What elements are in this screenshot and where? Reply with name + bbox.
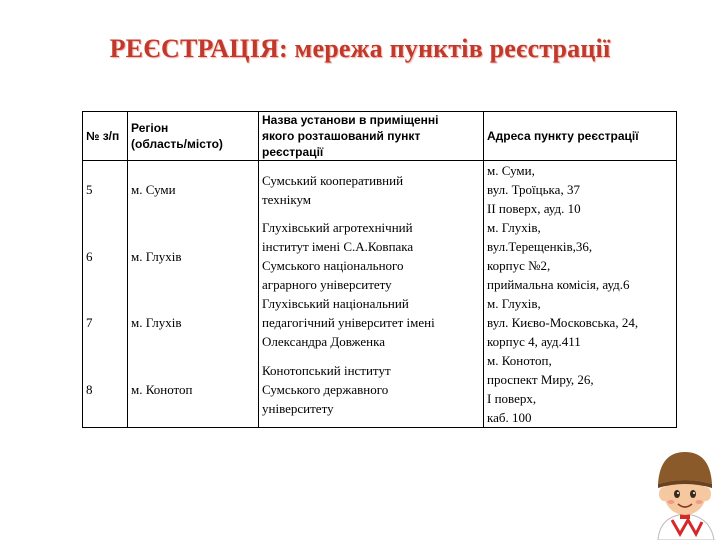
address-line: м. Конотоп, bbox=[487, 353, 552, 368]
header-address: Адреса пункту реєстрації bbox=[484, 112, 677, 161]
row-address bbox=[484, 161, 677, 219]
table-row bbox=[83, 161, 677, 219]
institution-line: аграрного університету bbox=[262, 277, 392, 292]
institution-line: університету bbox=[262, 400, 334, 416]
row-num: 7 bbox=[83, 294, 128, 351]
row-region: м. Суми bbox=[128, 161, 259, 219]
address-line: вул. Києво-Московська, 24, bbox=[487, 315, 639, 330]
institution-line: Глухівський агротехнічний bbox=[262, 220, 413, 235]
row-institution bbox=[259, 218, 484, 294]
row-num: 5 bbox=[83, 161, 128, 219]
row-num: 8 bbox=[83, 351, 128, 428]
header-institution bbox=[259, 112, 484, 161]
table-header-row bbox=[83, 112, 677, 161]
institution-line: інститут імені С.А.Ковпака bbox=[262, 239, 414, 254]
registration-table bbox=[82, 111, 677, 428]
header-institution-line: Назва установи в приміщенні bbox=[262, 113, 439, 127]
row-address bbox=[484, 294, 677, 351]
row-region: м. Глухів bbox=[128, 218, 259, 294]
header-institution-line: якого розташований пункт bbox=[262, 129, 421, 143]
table-row bbox=[83, 218, 677, 294]
header-region-line: (область/місто) bbox=[131, 137, 223, 151]
header-institution-line: реєстрації bbox=[262, 145, 324, 159]
header-region bbox=[128, 112, 259, 161]
institution-line: Глухівський національний bbox=[262, 296, 409, 311]
row-num: 6 bbox=[83, 218, 128, 294]
institution-line: Конотопський інститут bbox=[262, 362, 391, 378]
row-address bbox=[484, 351, 677, 428]
address-line: вул.Терещенків,36, bbox=[487, 239, 593, 254]
address-line: II поверх, ауд. 10 bbox=[487, 201, 581, 216]
header-num: № з/п bbox=[83, 112, 128, 161]
row-institution bbox=[259, 294, 484, 351]
institution-line: Сумський кооперативний bbox=[262, 172, 404, 188]
institution-line: технікум bbox=[262, 191, 312, 207]
address-line: м. Суми, bbox=[487, 163, 535, 178]
address-line: приймальна комісія, ауд.6 bbox=[487, 277, 630, 292]
mascot-boy-icon bbox=[650, 448, 720, 540]
row-address bbox=[484, 218, 677, 294]
address-line: м. Глухів, bbox=[487, 296, 541, 311]
address-line: вул. Троїцька, 37 bbox=[487, 182, 580, 197]
table-row bbox=[83, 351, 677, 428]
address-line: м. Глухів, bbox=[487, 220, 541, 235]
address-line: проспект Миру, 26, bbox=[487, 372, 594, 387]
row-region: м. Конотоп bbox=[128, 351, 259, 428]
row-institution bbox=[259, 161, 484, 219]
address-line: каб. 100 bbox=[487, 410, 532, 425]
table-row bbox=[83, 294, 677, 351]
address-line: I поверх, bbox=[487, 391, 537, 406]
row-region: м. Глухів bbox=[128, 294, 259, 351]
address-line: корпус №2, bbox=[487, 258, 551, 273]
institution-line: Сумського національного bbox=[262, 258, 404, 273]
institution-line: Олександра Довженка bbox=[262, 334, 385, 349]
page-title: РЕЄСТРАЦІЯ: мережа пунктів реєстрації bbox=[109, 34, 611, 63]
header-region-line: Регіон bbox=[131, 121, 169, 135]
institution-line: педагогічний університет імені bbox=[262, 315, 435, 330]
address-line: корпус 4, ауд.411 bbox=[487, 334, 581, 349]
row-institution bbox=[259, 351, 484, 428]
institution-line: Сумського державного bbox=[262, 381, 389, 397]
